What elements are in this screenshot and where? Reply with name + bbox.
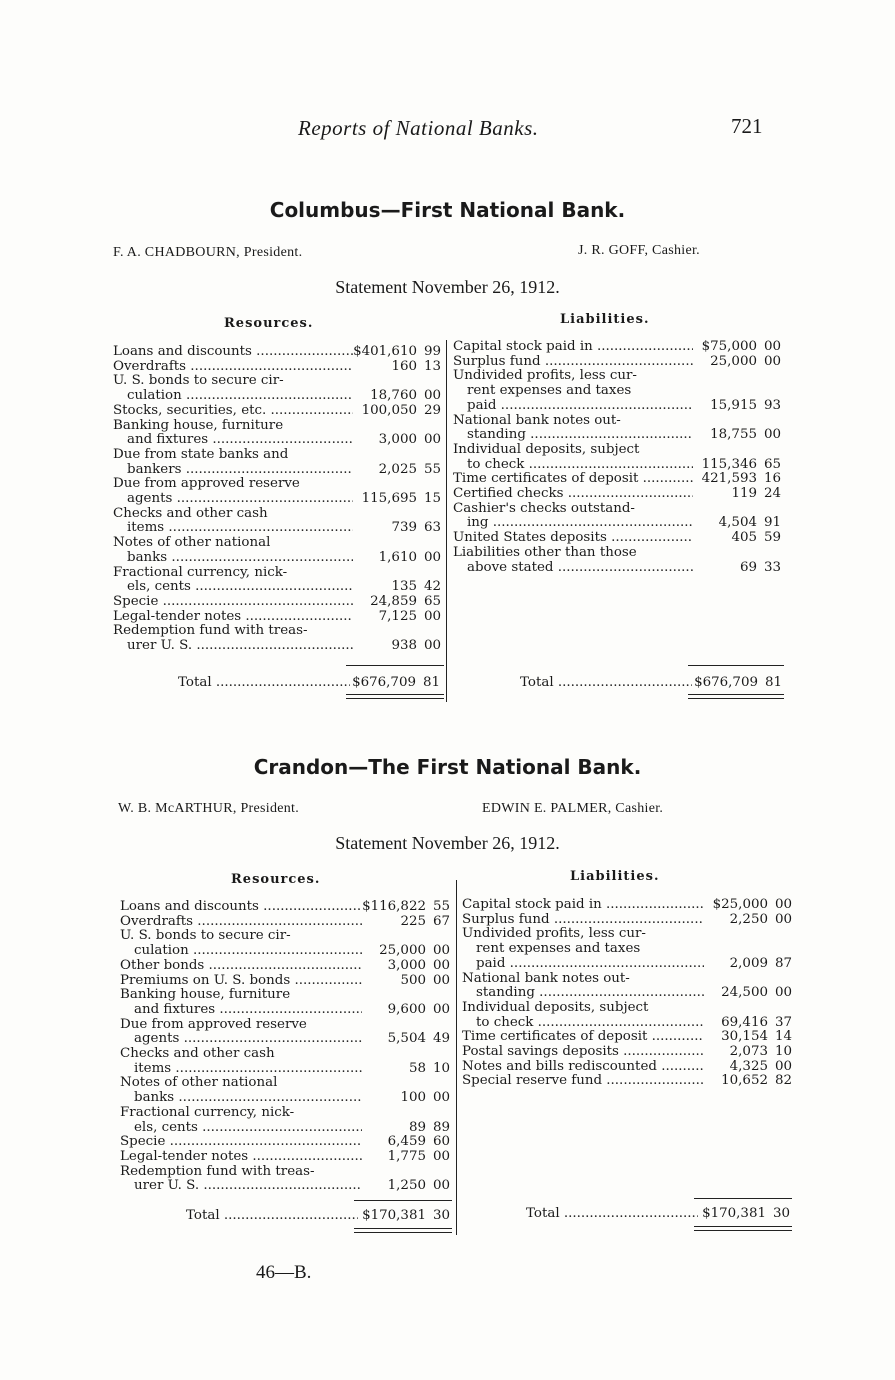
line-item-cents: 82 [774,1073,792,1089]
line-item-label: Loans and discounts ..... [120,900,362,915]
line-item-label: culation ..... [113,389,353,404]
line-item-label: Postal savings deposits ..... [462,1045,704,1060]
line-item-label: to check ..... [453,458,693,473]
line-item-amount: $25,000 [712,897,768,912]
resources-row [113,419,441,434]
statement-date-crandon: Statement November 26, 1912. [335,833,560,853]
resources-row [120,1032,450,1047]
statement-date-columbus: Statement November 26, 1912. [335,277,560,297]
liabilities-row [462,1045,792,1060]
liabilities-row [453,384,781,399]
total-amount: $676,709 [352,675,416,690]
liabilities-row [462,1030,792,1045]
line-item-cents: 00 [432,1090,450,1106]
line-item-cents: 00 [763,353,781,369]
total-row-liabilities-columbus [520,675,784,690]
line-item-cents: 93 [763,397,781,413]
total-row-liabilities-crandon [526,1206,792,1221]
resources-row [113,639,441,654]
line-item-amount: 89 [408,1119,426,1135]
line-item-label: Loans and discounts ..... [113,345,353,360]
line-item-label: standing ..... [453,428,693,443]
resources-row [113,507,441,522]
resources-row [120,929,450,944]
line-item-label: paid ..... [462,957,704,972]
line-item-amount: 2,073 [729,1044,768,1060]
resources-row [120,988,450,1003]
line-item-label: bankers ..... [113,463,353,478]
resources-row [120,1150,450,1165]
line-item-label: Banking house, furniture [120,988,291,1003]
line-item-label: Checks and other cash [113,506,268,521]
line-item-amount: 115,695 [361,491,417,507]
line-item-cents: 00 [432,1001,450,1017]
line-item-label: els, cents ..... [120,1121,362,1136]
line-item-cents: 10 [432,1060,450,1076]
line-item-amount: 9,600 [387,1001,426,1017]
line-item-amount: 160 [391,358,417,374]
line-item-cents: 00 [432,972,450,988]
resources-row [120,944,450,959]
double-rule-liabilities-crandon [694,1226,792,1231]
line-item-label: to check ..... [462,1016,704,1031]
line-item-label: Stocks, securities, etc. ..... [113,404,353,419]
line-item-amount: 4,325 [729,1058,768,1074]
line-item-cents: 00 [763,339,781,354]
bank-title-columbus: Columbus—First National Bank. [269,198,626,222]
line-item-label: Notes of other national [113,536,271,551]
line-item-cents: 00 [774,911,792,927]
line-item-cents: 14 [774,1029,792,1045]
line-item-amount: 15,915 [710,397,757,413]
line-item-amount: 1,250 [387,1178,426,1194]
line-item-label: Capital stock paid in ..... [462,898,704,913]
line-item-cents: 65 [763,456,781,472]
line-item-label: culation ..... [120,944,362,959]
resources-row [113,521,441,536]
total-label: Total ..... [178,675,350,690]
liabilities-row [462,1074,792,1089]
line-item-label: Specie ..... [120,1135,362,1150]
liabilities-row [462,1016,792,1031]
line-item-cents: 16 [763,471,781,487]
line-item-cents: 00 [774,1058,792,1074]
line-item-cents: 42 [423,579,441,595]
line-item-amount: 3,000 [387,957,426,973]
liabilities-row [453,414,781,429]
line-item-amount: 30,154 [721,1029,768,1045]
resources-row [120,1179,450,1194]
line-item-label: Cashier's checks outstand- [453,501,635,516]
line-item-label: Redemption fund with treas- [120,1164,315,1179]
line-item-label: United States deposits ..... [453,531,693,546]
line-item-label: Individual deposits, subject [453,442,640,457]
line-item-amount: 405 [731,530,757,546]
line-item-amount: 2,250 [729,911,768,927]
liabilities-row [462,957,792,972]
resources-row [113,374,441,389]
running-title: Reports of National Banks. [298,116,539,140]
resources-row [113,566,441,581]
resources-row [120,1018,450,1033]
liabilities-row [453,340,781,355]
resources-heading-columbus: Resources. [224,316,314,331]
line-item-label: Due from state banks and [113,447,289,462]
line-item-amount: 25,000 [710,353,757,369]
total-amount: $170,381 [362,1208,426,1223]
resources-row [120,1062,450,1077]
line-item-cents: 67 [432,913,450,929]
line-item-amount: 24,859 [370,593,417,609]
resources-ledger-crandon [120,900,450,1194]
line-item-label: agents ..... [113,492,353,507]
line-item-amount: 225 [400,913,426,929]
line-item-label: urer U. S. ..... [120,1179,362,1194]
line-item-cents: 55 [432,899,450,914]
total-label: Total ..... [186,1208,358,1223]
line-item-amount: 24,500 [721,985,768,1001]
line-item-label: banks ..... [120,1091,362,1106]
liabilities-row [453,428,781,443]
line-item-label: Overdrafts ..... [113,360,353,375]
liabilities-row [462,898,792,913]
line-item-label: Special reserve fund ..... [462,1074,704,1089]
resources-row [113,463,441,478]
line-item-amount: 5,504 [387,1031,426,1047]
liabilities-row [462,927,792,942]
line-item-label: els, cents ..... [113,580,353,595]
double-rule-resources-crandon [354,1228,452,1233]
line-item-label: U. S. bonds to secure cir- [120,929,291,944]
resources-ledger-columbus [113,345,441,654]
resources-row [113,624,441,639]
line-item-amount: 3,000 [378,432,417,448]
resources-row [113,580,441,595]
line-item-amount: 7,125 [378,608,417,624]
line-item-amount: 2,025 [378,461,417,477]
total-cents: 30 [432,1208,450,1223]
resources-row [120,1076,450,1091]
line-item-amount: 2,009 [729,955,768,971]
liabilities-row [453,561,781,576]
line-item-label: standing ..... [462,986,704,1001]
line-item-cents: 00 [423,638,441,654]
resources-row [120,1135,450,1150]
signature-mark: 46—B. [256,1262,312,1283]
resources-row [120,1091,450,1106]
resources-row [113,404,441,419]
line-item-cents: 15 [423,491,441,507]
resources-row [120,915,450,930]
line-item-label: U. S. bonds to secure cir- [113,374,284,389]
line-item-amount: 1,610 [378,549,417,565]
line-item-cents: 63 [423,520,441,536]
line-item-cents: 60 [432,1134,450,1150]
line-item-label: Due from approved reserve [113,477,300,492]
line-item-amount: 135 [391,579,417,595]
line-item-cents: 87 [774,955,792,971]
line-item-amount: 100,050 [361,402,417,418]
total-rule-liabilities-columbus [688,665,784,666]
resources-row [113,389,441,404]
line-item-label: Notes and bills rediscounted ..... [462,1060,704,1075]
line-item-cents: 37 [774,1014,792,1030]
line-item-cents: 59 [763,530,781,546]
liabilities-row [453,355,781,370]
line-item-label: Certified checks ..... [453,487,693,502]
resources-row [120,1165,450,1180]
line-item-amount: 100 [400,1090,426,1106]
line-item-label: Undivided profits, less cur- [462,927,646,942]
line-item-cents: 24 [763,486,781,502]
line-item-cents: 00 [423,388,441,404]
liabilities-row [462,1060,792,1075]
line-item-label: Liabilities other than those [453,545,637,560]
line-item-amount: 4,504 [718,515,757,531]
line-item-label: National bank notes out- [453,413,621,428]
resources-row [113,551,441,566]
resources-row [120,1047,450,1062]
line-item-label: Notes of other national [120,1076,278,1091]
line-item-cents: 00 [432,943,450,959]
liabilities-row [462,986,792,1001]
total-amount: $676,709 [694,675,758,690]
line-item-amount: 421,593 [701,471,757,487]
total-cents: 81 [764,675,782,690]
line-item-amount: 938 [391,638,417,654]
double-rule-resources-columbus [346,694,444,699]
line-item-label: Banking house, furniture [113,418,284,433]
total-label: Total ..... [526,1206,698,1221]
line-item-cents: 99 [423,344,441,359]
line-item-label: Redemption fund with treas- [113,624,308,639]
line-item-amount: 58 [408,1060,426,1076]
line-item-cents: 55 [423,461,441,477]
line-item-amount: $75,000 [701,339,757,354]
line-item-label: items ..... [120,1062,362,1077]
resources-row [120,959,450,974]
resources-row [113,345,441,360]
resources-row [113,610,441,625]
line-item-cents: 00 [432,957,450,973]
line-item-amount: 18,755 [710,427,757,443]
resources-row [113,477,441,492]
line-item-amount: 69 [739,559,757,575]
line-item-cents: 00 [774,985,792,1001]
line-item-label: Specie ..... [113,595,353,610]
line-item-label: paid ..... [453,399,693,414]
liabilities-heading-crandon: Liabilities. [570,869,660,884]
liabilities-row [453,458,781,473]
resources-heading-crandon: Resources. [231,872,321,887]
liabilities-row [453,502,781,517]
line-item-label: and fixtures ..... [113,433,353,448]
line-item-cents: 00 [763,427,781,443]
resources-row [120,974,450,989]
line-item-label: above stated ..... [453,561,693,576]
line-item-label: Checks and other cash [120,1047,275,1062]
line-item-cents: 13 [423,358,441,374]
line-item-label: Due from approved reserve [120,1017,307,1032]
liabilities-row [453,487,781,502]
liabilities-row [462,942,792,957]
line-item-amount: 115,346 [701,456,757,472]
liabilities-row [453,531,781,546]
line-item-label: rent expenses and taxes [476,942,641,957]
total-cents: 81 [422,675,440,690]
liabilities-row [462,1001,792,1016]
line-item-amount: 18,760 [370,388,417,404]
line-item-cents: 00 [432,1178,450,1194]
line-item-label: and fixtures ..... [120,1003,362,1018]
cashier-crandon: EDWIN E. PALMER, Cashier. [482,801,664,816]
line-item-amount: 1,775 [387,1148,426,1164]
total-rule-resources-columbus [346,665,444,666]
resources-row [113,433,441,448]
line-item-cents: 65 [423,593,441,609]
liabilities-row [453,443,781,458]
line-item-cents: 00 [423,432,441,448]
resources-row [113,595,441,610]
line-item-amount: 69,416 [721,1014,768,1030]
line-item-amount: 10,652 [721,1073,768,1089]
total-label: Total ..... [520,675,692,690]
total-amount: $170,381 [702,1206,766,1221]
resources-row [120,1106,450,1121]
total-row-resources-crandon [186,1208,452,1223]
line-item-label: Time certificates of deposit ..... [462,1030,704,1045]
line-item-cents: 89 [432,1119,450,1135]
line-item-cents: 49 [432,1031,450,1047]
liabilities-row [462,972,792,987]
line-item-label: Overdrafts ..... [120,915,362,930]
line-item-amount: 739 [391,520,417,536]
line-item-amount: $401,610 [353,344,417,359]
line-item-label: urer U. S. ..... [113,639,353,654]
line-item-label: Premiums on U. S. bonds ..... [120,974,362,989]
resources-row [120,1003,450,1018]
line-item-cents: 00 [774,897,792,912]
line-item-cents: 10 [774,1044,792,1060]
bank-title-crandon: Crandon—The First National Bank. [253,755,642,779]
resources-row [113,492,441,507]
liabilities-row [453,399,781,414]
liabilities-heading-columbus: Liabilities. [560,312,650,327]
line-item-label: items ..... [113,521,353,536]
line-item-label: Undivided profits, less cur- [453,369,637,384]
liabilities-row [453,369,781,384]
line-item-label: National bank notes out- [462,971,630,986]
line-item-label: ing ..... [453,516,693,531]
total-row-resources-columbus [178,675,442,690]
line-item-cents: 33 [763,559,781,575]
president-columbus: F. A. CHADBOURN, President. [113,245,303,260]
line-item-label: Surplus fund ..... [453,355,693,370]
total-rule-liabilities-crandon [694,1198,792,1199]
line-item-label: agents ..... [120,1032,362,1047]
resources-row [113,448,441,463]
line-item-label: Other bonds ..... [120,959,362,974]
line-item-cents: 00 [423,549,441,565]
line-item-cents: 00 [423,608,441,624]
column-divider-crandon [456,880,457,1235]
line-item-label: rent expenses and taxes [467,384,632,399]
president-crandon: W. B. McARTHUR, President. [118,801,300,816]
line-item-label: Legal-tender notes ..... [113,610,353,625]
liabilities-ledger-crandon [462,898,792,1089]
page-header [0,112,895,142]
total-cents: 30 [772,1206,790,1221]
resources-row [120,900,450,915]
page-number: 721 [731,114,763,138]
cashier-columbus: J. R. GOFF, Cashier. [578,243,700,258]
liabilities-row [453,472,781,487]
liabilities-row [453,516,781,531]
column-divider-columbus [446,340,447,702]
line-item-amount: 6,459 [387,1134,426,1150]
line-item-label: Individual deposits, subject [462,1000,649,1015]
resources-row [120,1121,450,1136]
line-item-label: Capital stock paid in ..... [453,340,693,355]
total-rule-resources-crandon [354,1200,452,1201]
line-item-cents: 91 [763,515,781,531]
line-item-label: Time certificates of deposit ..... [453,472,693,487]
liabilities-row [462,913,792,928]
line-item-amount: 25,000 [379,943,426,959]
line-item-amount: $116,822 [362,899,426,914]
double-rule-liabilities-columbus [688,694,784,699]
line-item-amount: 500 [400,972,426,988]
line-item-label: banks ..... [113,551,353,566]
liabilities-ledger-columbus [453,340,781,575]
line-item-amount: 119 [731,486,757,502]
line-item-cents: 29 [423,402,441,418]
line-item-label: Fractional currency, nick- [113,565,288,580]
line-item-label: Fractional currency, nick- [120,1105,295,1120]
resources-row [113,360,441,375]
line-item-label: Surplus fund ..... [462,913,704,928]
liabilities-row [453,546,781,561]
resources-row [113,536,441,551]
line-item-cents: 00 [432,1148,450,1164]
line-item-label: Legal-tender notes ..... [120,1150,362,1165]
